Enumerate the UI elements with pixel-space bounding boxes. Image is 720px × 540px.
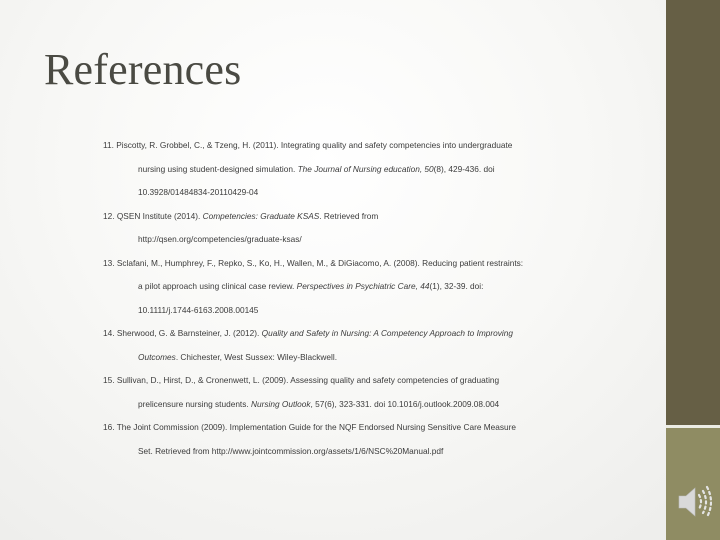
reference-line — [103, 441, 623, 465]
reference-text: nursing using student-designed simulation. — [138, 163, 298, 174]
reference-item — [103, 417, 623, 464]
reference-line — [103, 229, 623, 253]
reference-line — [103, 135, 623, 159]
reference-italic-text: Outcomes — [138, 351, 176, 362]
reference-text: a pilot approach using clinical case review. — [138, 281, 297, 291]
reference-item — [103, 206, 623, 253]
reference-text: prelicensure nursing students. — [138, 398, 251, 409]
speaker-icon[interactable] — [676, 480, 712, 524]
slide-title: References — [44, 45, 242, 94]
reference-line — [103, 276, 623, 300]
reference-italic-text: Quality and Safety in Nursing: A Competency Approach to Improving — [261, 328, 513, 338]
reference-list — [103, 135, 623, 464]
reference-item — [103, 370, 623, 417]
reference-text: 12. QSEN Institute (2014). — [103, 210, 203, 221]
reference-text: Set. Retrieved from http://www.jointcommission.org/assets/1/6/NSC%20Manual.pdf — [138, 445, 444, 456]
reference-line — [103, 159, 623, 183]
reference-text: 10.1111/j.1744-6163.2008.00145 — [138, 304, 259, 315]
reference-text: 11. Piscotty, R. Grobbel, C., & Tzeng, H. (2011). Integrating quality and safety competencies into undergraduate — [103, 140, 513, 150]
reference-italic-text: Competencies: Graduate KSAS — [202, 210, 320, 221]
reference-line — [103, 347, 623, 371]
reference-text: (8), 429-436. doi — [433, 163, 495, 174]
reference-item — [103, 135, 623, 206]
reference-line — [103, 253, 623, 277]
sidebar-accent-top — [666, 0, 720, 425]
reference-text: . Retrieved from — [319, 210, 379, 221]
reference-text: (1), 32-39. doi: — [429, 281, 484, 291]
reference-text: 13. Sclafani, M., Humphrey, F., Repko, S., Ko, H., Wallen, M., & DiGiacomo, A. (2008). Reducing patient restraints: — [103, 257, 524, 268]
reference-item — [103, 253, 623, 324]
reference-text: 14. Sherwood, G. & Barnsteiner, J. (2012). — [103, 328, 262, 338]
reference-text: 15. Sullivan, D., Hirst, D., & Cronenwett, L. (2009). Assessing quality and safety competencies of graduating — [103, 375, 500, 385]
reference-italic-text: The Journal of Nursing education, 50 — [297, 163, 434, 174]
reference-text: 16. The Joint Commission (2009). Implementation Guide for the NQF Endorsed Nursing Sensitive Care Measure — [103, 422, 517, 432]
reference-line — [103, 417, 623, 441]
reference-text: 10.3928/01484834-20110429-04 — [138, 187, 259, 197]
reference-text: , 57(6), 323-331. doi 10.1016/j.outlook.2009.08.004 — [310, 398, 500, 409]
reference-text: http://qsen.org/competencies/graduate-ksas/ — [138, 234, 302, 244]
reference-italic-text: Perspectives in Psychiatric Care, 44 — [296, 281, 430, 291]
reference-line — [103, 394, 623, 418]
reference-line — [103, 182, 623, 206]
reference-item — [103, 323, 623, 370]
reference-line — [103, 300, 623, 324]
reference-line — [103, 370, 623, 394]
reference-line — [103, 323, 623, 347]
reference-line — [103, 206, 623, 230]
reference-text: . Chichester, West Sussex: Wiley-Blackwell. — [175, 351, 338, 362]
reference-italic-text: Nursing Outlook — [251, 398, 311, 409]
